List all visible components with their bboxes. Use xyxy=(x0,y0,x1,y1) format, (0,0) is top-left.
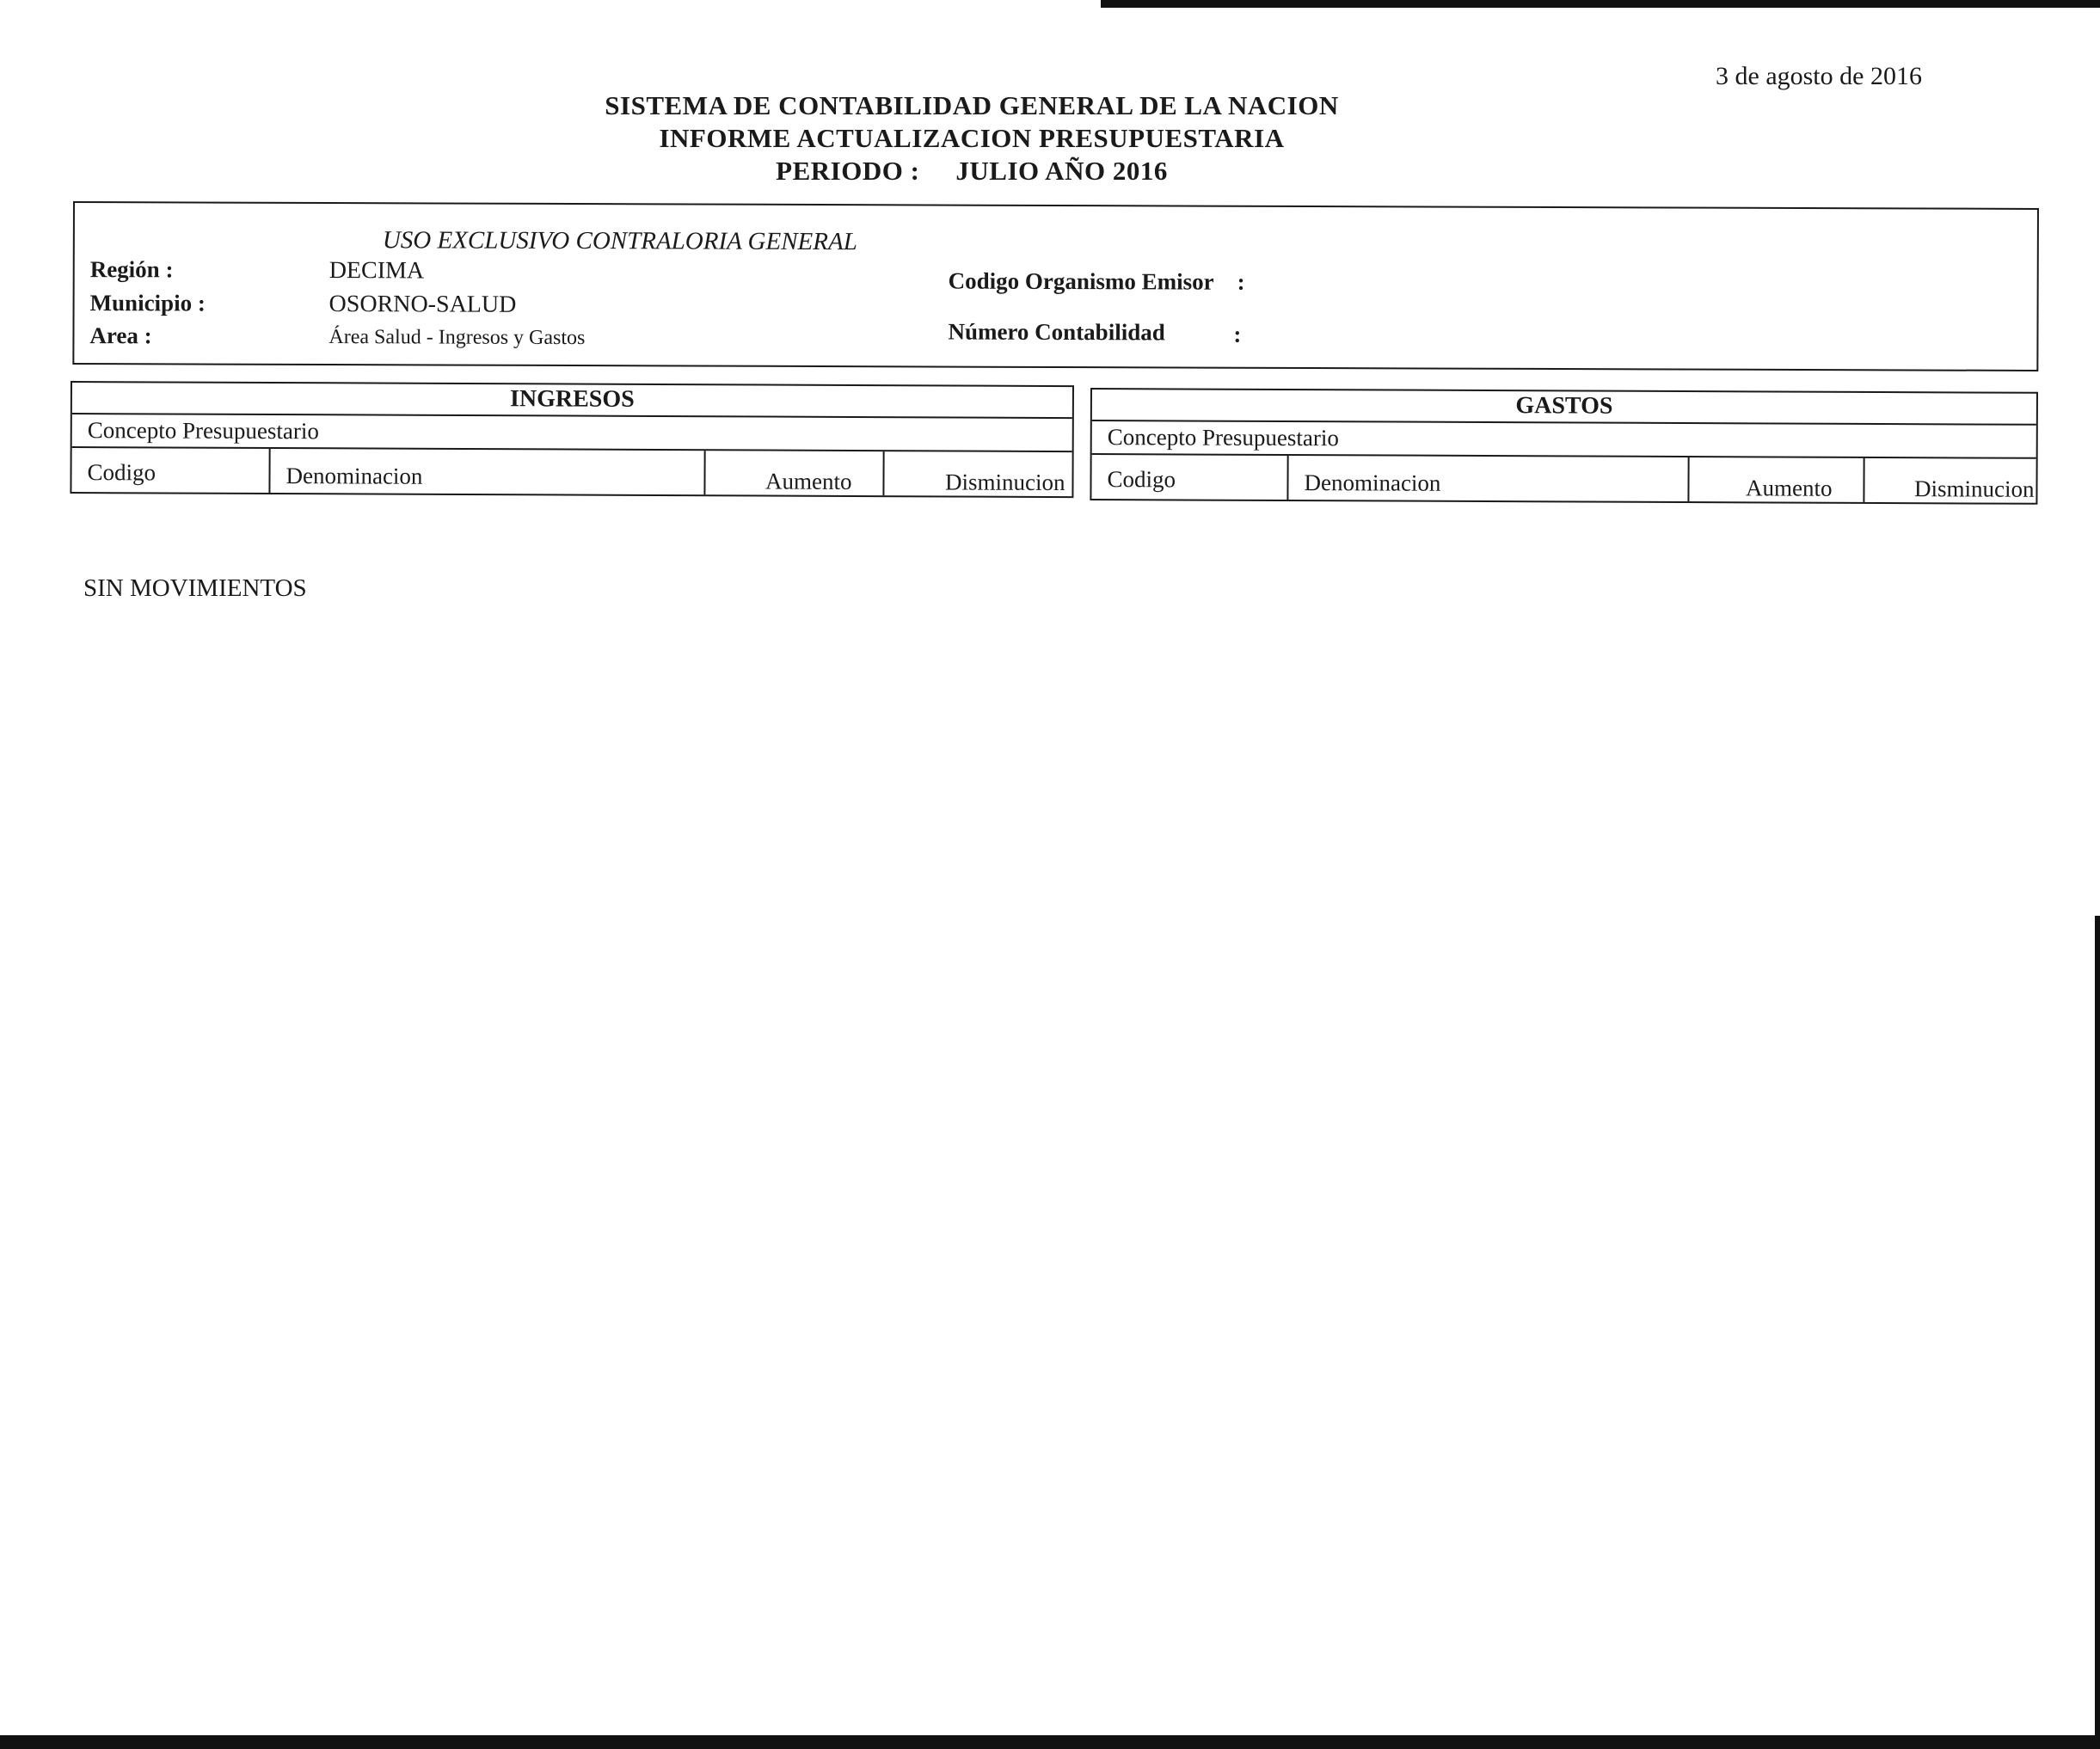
gastos-col-disminucion: Disminucion xyxy=(1863,458,2036,503)
sin-movimientos-status: SIN MOVIMIENTOS xyxy=(83,574,307,602)
ingresos-title: INGRESOS xyxy=(72,381,1072,417)
scan-edge-right xyxy=(2095,916,2100,1741)
region-value: DECIMA xyxy=(329,257,425,285)
report-header xyxy=(516,89,1428,187)
gastos-column-headers xyxy=(1091,453,2036,505)
region-label: Región : xyxy=(89,256,174,283)
gastos-col-codigo: Codigo xyxy=(1107,466,1176,493)
ingresos-column-headers xyxy=(71,446,1071,498)
gastos-table xyxy=(1090,388,2038,505)
info-box xyxy=(72,201,2039,371)
ingresos-col-disminucion: Disminucion xyxy=(882,451,1071,496)
scan-edge-bottom xyxy=(0,1735,2100,1749)
gastos-concepto: Concepto Presupuestario xyxy=(1092,420,2036,457)
system-title: SISTEMA DE CONTABILIDAD GENERAL DE LA NACION xyxy=(605,90,1339,120)
scan-edge-top xyxy=(1101,0,2100,8)
report-date: 3 de agosto de 2016 xyxy=(1716,62,1922,90)
codigo-organismo-colon: : xyxy=(1237,268,1245,295)
numero-contabilidad-colon: : xyxy=(1233,321,1242,347)
gastos-title: GASTOS xyxy=(1092,388,2036,424)
municipio-value: OSORNO-SALUD xyxy=(329,291,517,318)
uso-exclusivo-note: USO EXCLUSIVO CONTRALORIA GENERAL xyxy=(382,226,857,256)
period-label: PERIODO : xyxy=(776,156,920,186)
gastos-col-aumento: Aumento xyxy=(1687,457,1863,502)
gastos-col-denominacion: Denominacion xyxy=(1286,456,1687,501)
ingresos-col-aumento: Aumento xyxy=(703,451,882,495)
numero-contabilidad-label: Número Contabilidad xyxy=(948,318,1165,346)
municipio-label: Municipio : xyxy=(89,290,206,316)
ingresos-col-codigo: Codigo xyxy=(87,459,157,486)
period-value: JULIO AÑO 2016 xyxy=(955,156,1168,186)
report-title: INFORME ACTUALIZACION PRESUPUESTARIA xyxy=(659,123,1285,153)
ingresos-col-denominacion: Denominacion xyxy=(268,449,703,494)
area-label: Area : xyxy=(89,322,152,349)
ingresos-table xyxy=(70,381,1074,498)
period-line xyxy=(516,155,1428,187)
ingresos-concepto: Concepto Presupuestario xyxy=(72,413,1072,451)
area-value: Área Salud - Ingresos y Gastos xyxy=(329,326,586,350)
codigo-organismo-label: Codigo Organismo Emisor xyxy=(948,267,1214,295)
